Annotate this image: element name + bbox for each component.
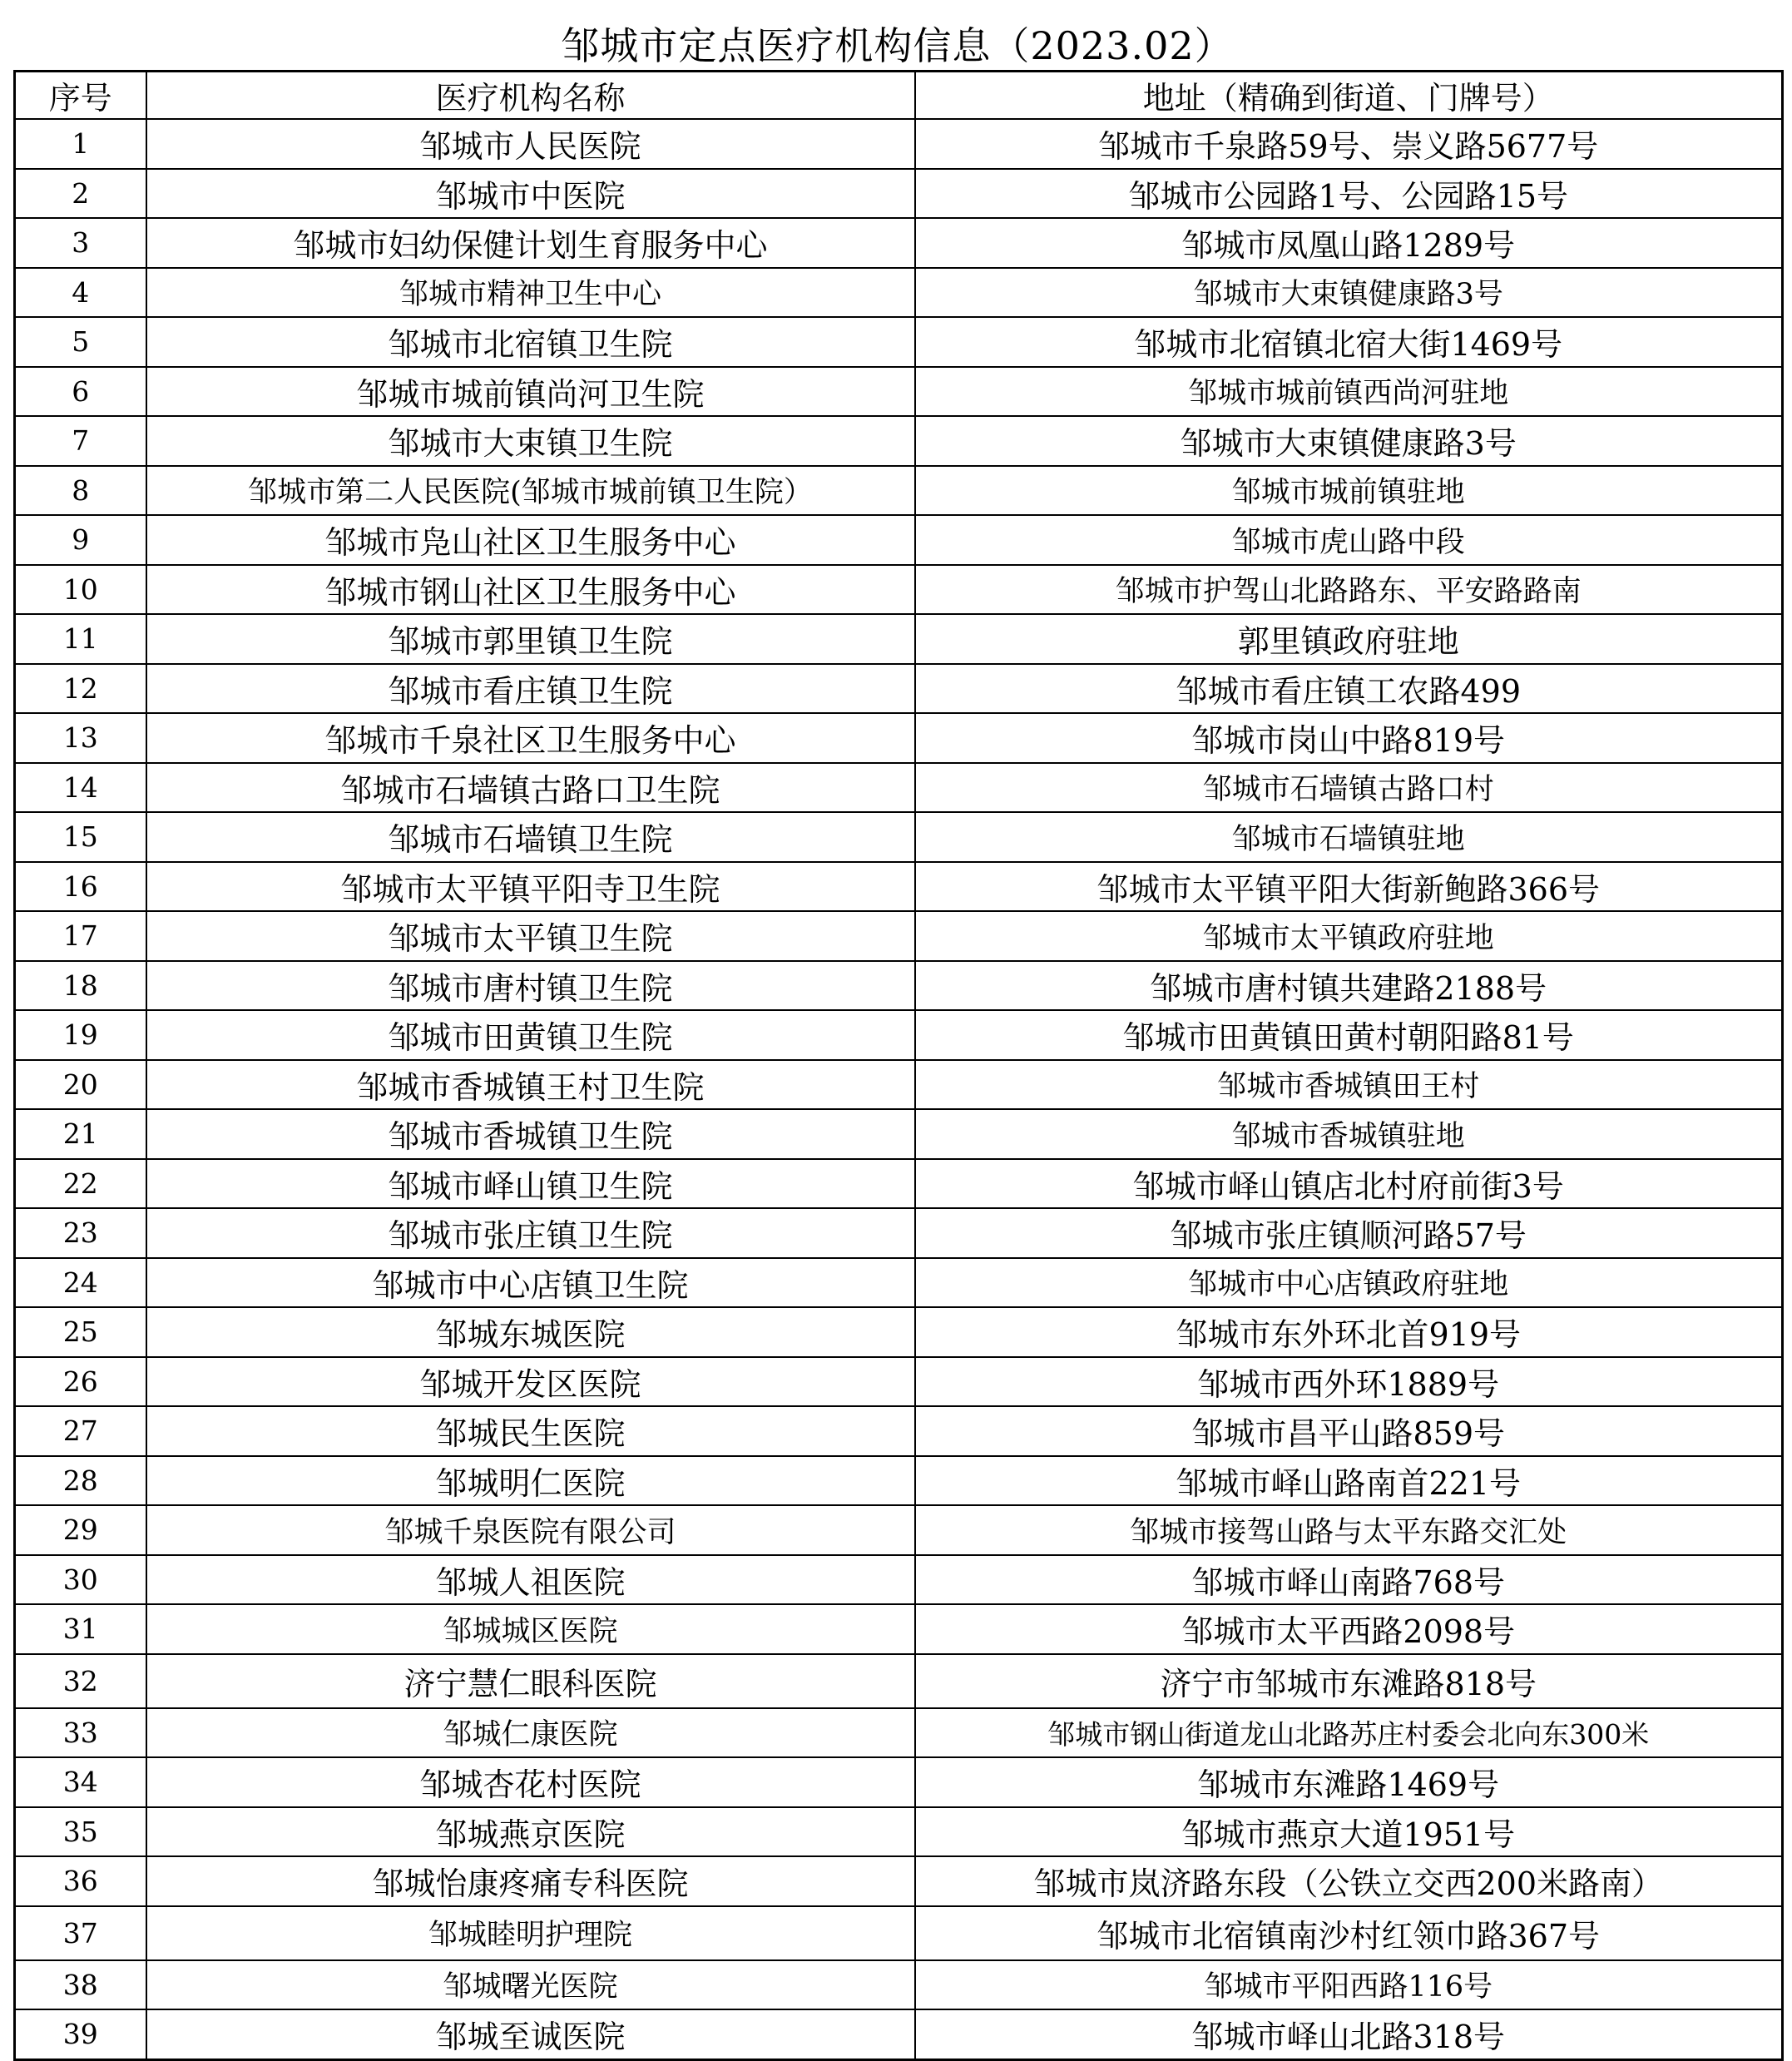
table-row [15, 614, 1783, 664]
institution-address: 邹城市护驾山北路路东、平安路路南 [915, 565, 1783, 615]
table-row [15, 1109, 1783, 1159]
institution-name: 邹城市太平镇卫生院 [146, 911, 915, 961]
institution-address: 济宁市邹城市东滩路818号 [915, 1654, 1783, 1708]
institution-address: 邹城市大束镇健康路3号 [915, 268, 1783, 318]
institution-name: 邹城明仁医院 [146, 1456, 915, 1506]
table-row [15, 1258, 1783, 1308]
institution-address: 邹城市西外环1889号 [915, 1357, 1783, 1407]
institution-address: 邹城市凤凰山路1289号 [915, 218, 1783, 268]
institution-name: 邹城市大束镇卫生院 [146, 416, 915, 466]
row-number: 29 [15, 1505, 146, 1555]
institution-name: 邹城市石墙镇古路口卫生院 [146, 763, 915, 813]
institution-address: 邹城市中心店镇政府驻地 [915, 1258, 1783, 1308]
institution-name: 济宁慧仁眼科医院 [146, 1654, 915, 1708]
institution-address: 邹城市公园路1号、公园路15号 [915, 169, 1783, 219]
row-number: 32 [15, 1654, 146, 1708]
table-row [15, 1555, 1783, 1605]
row-number: 22 [15, 1159, 146, 1209]
institution-address: 邹城市峄山南路768号 [915, 1555, 1783, 1605]
table-row [15, 2009, 1783, 2059]
row-number: 27 [15, 1406, 146, 1456]
institution-address: 邹城市城前镇驻地 [915, 466, 1783, 516]
table-row [15, 317, 1783, 367]
institution-name: 邹城市中医院 [146, 169, 915, 219]
institution-address: 邹城市大束镇健康路3号 [915, 416, 1783, 466]
row-number: 17 [15, 911, 146, 961]
institution-address: 邹城市香城镇田王村 [915, 1060, 1783, 1110]
row-number: 24 [15, 1258, 146, 1308]
table-row [15, 515, 1783, 565]
table-row [15, 862, 1783, 912]
table-row [15, 1159, 1783, 1209]
institution-name: 邹城千泉医院有限公司 [146, 1505, 915, 1555]
institution-address: 邹城市千泉路59号、崇义路5677号 [915, 119, 1783, 169]
row-number: 1 [15, 119, 146, 169]
institution-table [13, 70, 1784, 2061]
institution-address: 邹城市岚济路东段（公铁立交西200米路南） [915, 1856, 1783, 1906]
row-number: 3 [15, 218, 146, 268]
table-row [15, 1856, 1783, 1906]
row-number: 13 [15, 713, 146, 763]
institution-name: 邹城市郭里镇卫生院 [146, 614, 915, 664]
table-row [15, 268, 1783, 318]
institution-name: 邹城市太平镇平阳寺卫生院 [146, 862, 915, 912]
row-number: 34 [15, 1757, 146, 1807]
institution-name: 邹城市钢山社区卫生服务中心 [146, 565, 915, 615]
table-row [15, 1807, 1783, 1857]
table-row [15, 1654, 1783, 1708]
institution-address: 邹城市太平西路2098号 [915, 1604, 1783, 1654]
institution-address: 邹城市城前镇西尚河驻地 [915, 367, 1783, 417]
institution-name: 邹城睦明护理院 [146, 1906, 915, 1960]
institution-address: 邹城市平阳西路116号 [915, 1960, 1783, 2010]
column-header-name: 医疗机构名称 [146, 72, 915, 120]
row-number: 21 [15, 1109, 146, 1159]
table-row [15, 119, 1783, 169]
row-number: 30 [15, 1555, 146, 1605]
table-row [15, 367, 1783, 417]
table-row [15, 911, 1783, 961]
institution-address: 邹城市唐村镇共建路2188号 [915, 961, 1783, 1011]
table-row [15, 1406, 1783, 1456]
institution-name: 邹城开发区医院 [146, 1357, 915, 1407]
institution-address: 邹城市东外环北首919号 [915, 1307, 1783, 1357]
institution-address: 邹城市看庄镇工农路499 [915, 664, 1783, 714]
row-number: 35 [15, 1807, 146, 1857]
institution-address: 邹城市东滩路1469号 [915, 1757, 1783, 1807]
institution-name: 邹城仁康医院 [146, 1708, 915, 1758]
institution-name: 邹城市香城镇卫生院 [146, 1109, 915, 1159]
row-number: 10 [15, 565, 146, 615]
table-row [15, 1456, 1783, 1506]
row-number: 15 [15, 812, 146, 862]
table-row [15, 1010, 1783, 1060]
column-header-address: 地址（精确到街道、门牌号） [915, 72, 1783, 120]
institution-name: 邹城人祖医院 [146, 1555, 915, 1605]
institution-address: 邹城市燕京大道1951号 [915, 1807, 1783, 1857]
institution-address: 邹城市虎山路中段 [915, 515, 1783, 565]
institution-name: 邹城市精神卫生中心 [146, 268, 915, 318]
institution-name: 邹城市妇幼保健计划生育服务中心 [146, 218, 915, 268]
row-number: 33 [15, 1708, 146, 1758]
institution-address: 邹城市钢山街道龙山北路苏庄村委会北向东300米 [915, 1708, 1783, 1758]
institution-name: 邹城市凫山社区卫生服务中心 [146, 515, 915, 565]
institution-address: 邹城市接驾山路与太平东路交汇处 [915, 1505, 1783, 1555]
row-number: 19 [15, 1010, 146, 1060]
institution-address: 邹城市峄山镇店北村府前街3号 [915, 1159, 1783, 1209]
row-number: 31 [15, 1604, 146, 1654]
row-number: 6 [15, 367, 146, 417]
row-number: 28 [15, 1456, 146, 1506]
institution-name: 邹城市石墙镇卫生院 [146, 812, 915, 862]
institution-name: 邹城东城医院 [146, 1307, 915, 1357]
table-row [15, 1505, 1783, 1555]
institution-name: 邹城市人民医院 [146, 119, 915, 169]
institution-address: 邹城市岗山中路819号 [915, 713, 1783, 763]
row-number: 20 [15, 1060, 146, 1110]
table-row [15, 1357, 1783, 1407]
row-number: 11 [15, 614, 146, 664]
row-number: 23 [15, 1208, 146, 1258]
row-number: 26 [15, 1357, 146, 1407]
institution-name: 邹城怡康疼痛专科医院 [146, 1856, 915, 1906]
row-number: 12 [15, 664, 146, 714]
table-row [15, 1307, 1783, 1357]
institution-address: 邹城市太平镇平阳大街新鲍路366号 [915, 862, 1783, 912]
institution-address: 邹城市石墙镇驻地 [915, 812, 1783, 862]
row-number: 8 [15, 466, 146, 516]
table-row [15, 1060, 1783, 1110]
document-sheet [13, 22, 1781, 2061]
institution-address: 邹城市张庄镇顺河路57号 [915, 1208, 1783, 1258]
row-number: 36 [15, 1856, 146, 1906]
table-row [15, 1208, 1783, 1258]
institution-address: 邹城市昌平山路859号 [915, 1406, 1783, 1456]
institution-name: 邹城市城前镇尚河卫生院 [146, 367, 915, 417]
row-number: 39 [15, 2009, 146, 2059]
institution-name: 邹城市峄山镇卫生院 [146, 1159, 915, 1209]
institution-name: 邹城至诚医院 [146, 2009, 915, 2059]
table-row [15, 713, 1783, 763]
institution-name: 邹城燕京医院 [146, 1807, 915, 1857]
institution-name: 邹城市中心店镇卫生院 [146, 1258, 915, 1308]
institution-address: 郭里镇政府驻地 [915, 614, 1783, 664]
institution-address: 邹城市峄山路南首221号 [915, 1456, 1783, 1506]
institution-address: 邹城市峄山北路318号 [915, 2009, 1783, 2059]
table-row [15, 961, 1783, 1011]
table-row [15, 565, 1783, 615]
institution-address: 邹城市石墙镇古路口村 [915, 763, 1783, 813]
row-number: 14 [15, 763, 146, 813]
row-number: 7 [15, 416, 146, 466]
row-number: 37 [15, 1906, 146, 1960]
row-number: 4 [15, 268, 146, 318]
institution-name: 邹城市第二人民医院(邹城市城前镇卫生院） [146, 466, 915, 516]
row-number: 9 [15, 515, 146, 565]
institution-name: 邹城杏花村医院 [146, 1757, 915, 1807]
table-row [15, 1708, 1783, 1758]
row-number: 5 [15, 317, 146, 367]
institution-name: 邹城市唐村镇卫生院 [146, 961, 915, 1011]
institution-name: 邹城市看庄镇卫生院 [146, 664, 915, 714]
institution-address: 邹城市太平镇政府驻地 [915, 911, 1783, 961]
institution-address: 邹城市田黄镇田黄村朝阳路81号 [915, 1010, 1783, 1060]
institution-name: 邹城市千泉社区卫生服务中心 [146, 713, 915, 763]
table-row [15, 812, 1783, 862]
table-row [15, 1604, 1783, 1654]
row-number: 38 [15, 1960, 146, 2010]
institution-address: 邹城市香城镇驻地 [915, 1109, 1783, 1159]
institution-name: 邹城市香城镇王村卫生院 [146, 1060, 915, 1110]
institution-name: 邹城民生医院 [146, 1406, 915, 1456]
table-row [15, 763, 1783, 813]
institution-name: 邹城市田黄镇卫生院 [146, 1010, 915, 1060]
institution-name: 邹城曙光医院 [146, 1960, 915, 2010]
table-row [15, 664, 1783, 714]
table-row [15, 416, 1783, 466]
institution-name: 邹城市张庄镇卫生院 [146, 1208, 915, 1258]
header-row [15, 72, 1783, 120]
table-row [15, 169, 1783, 219]
row-number: 2 [15, 169, 146, 219]
table-row [15, 1960, 1783, 2010]
column-header-no: 序号 [15, 72, 146, 120]
row-number: 18 [15, 961, 146, 1011]
document-title: 邹城市定点医疗机构信息（2023.02） [561, 23, 1234, 68]
table-row [15, 1757, 1783, 1807]
institution-name: 邹城市北宿镇卫生院 [146, 317, 915, 367]
institution-name: 邹城城区医院 [146, 1604, 915, 1654]
institution-address: 邹城市北宿镇南沙村红领巾路367号 [915, 1906, 1783, 1960]
institution-address: 邹城市北宿镇北宿大街1469号 [915, 317, 1783, 367]
table-row [15, 466, 1783, 516]
table-row [15, 1906, 1783, 1960]
row-number: 16 [15, 862, 146, 912]
row-number: 25 [15, 1307, 146, 1357]
table-row [15, 218, 1783, 268]
